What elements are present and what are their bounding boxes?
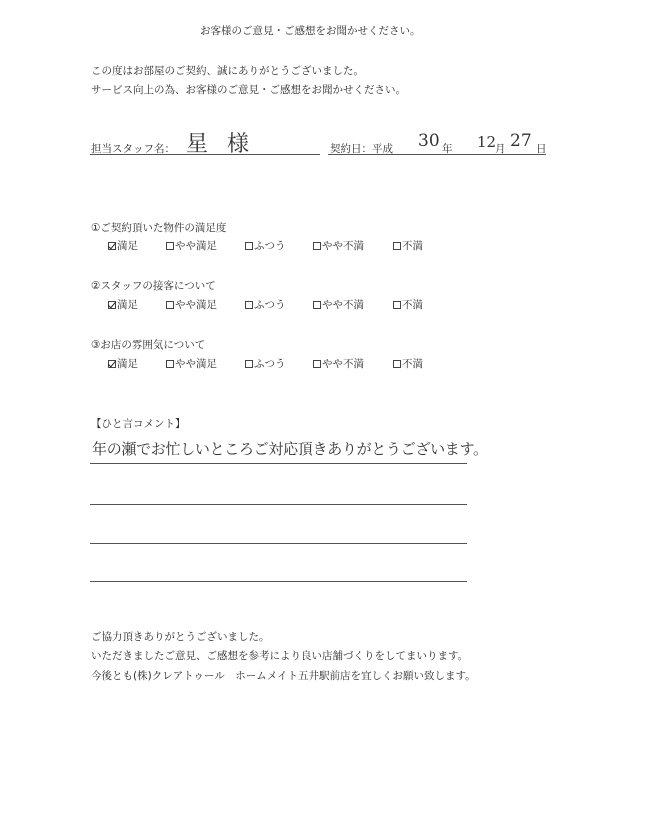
- checkbox-icon: [166, 360, 174, 368]
- intro-line-2: サービス向上の為、お客様のご意見・ご感想をお聞かせください。: [91, 84, 406, 96]
- q3-option-4[interactable]: やや不満: [313, 356, 364, 371]
- q1-option-5[interactable]: 不満: [393, 238, 423, 253]
- contract-month-unit: 月: [495, 143, 506, 155]
- comment-label: 【ひと言コメント】: [91, 418, 186, 430]
- closing-line-3: 今後とも(株)クレアトゥール ホームメイト五井駅前店を宜しくお願い致します。: [91, 670, 476, 682]
- contract-year-handwritten: 30: [418, 131, 440, 151]
- checkbox-icon: [393, 360, 401, 368]
- checkbox-checked-icon: [108, 242, 116, 250]
- q3-option-5[interactable]: 不満: [393, 356, 423, 371]
- question-1-title: ①ご契約頂いた物件の満足度: [91, 222, 227, 234]
- checkbox-icon: [245, 301, 253, 309]
- comment-line-4[interactable]: [90, 581, 467, 582]
- closing-line-1: ご協力頂きありがとうございました。: [91, 631, 270, 643]
- contract-month-handwritten: 12: [477, 133, 497, 151]
- checkbox-icon: [245, 360, 253, 368]
- q2-option-1[interactable]: 満足: [108, 297, 138, 312]
- q2-option-3[interactable]: ふつう: [245, 297, 286, 312]
- checkbox-icon: [166, 301, 174, 309]
- checkbox-icon: [393, 242, 401, 250]
- comment-line-2[interactable]: [90, 504, 467, 505]
- q3-option-2[interactable]: やや満足: [166, 356, 217, 371]
- q1-option-3[interactable]: ふつう: [245, 238, 286, 253]
- checkbox-checked-icon: [108, 301, 116, 309]
- question-2-title: ②スタッフの接客について: [91, 280, 216, 292]
- q1-option-4[interactable]: やや不満: [313, 238, 364, 253]
- contract-day-unit: 日: [536, 143, 547, 155]
- checkbox-icon: [313, 360, 321, 368]
- contract-underline: [328, 154, 546, 155]
- q1-option-2[interactable]: やや満足: [166, 238, 217, 253]
- checkbox-icon: [245, 242, 253, 250]
- comment-handwritten-text: 年の瀬でお忙しいところご対応頂きありがとうございます。: [92, 440, 488, 458]
- page-title: お客様のご意見・ご感想をお聞かせください。: [200, 25, 421, 37]
- intro-line-1: この度はお部屋のご契約、誠にありがとうございました。: [91, 65, 364, 77]
- checkbox-icon: [166, 242, 174, 250]
- q2-option-5[interactable]: 不満: [393, 297, 423, 312]
- checkbox-icon: [313, 301, 321, 309]
- staff-name-handwritten: 星 様: [186, 132, 255, 157]
- q3-option-1[interactable]: 満足: [108, 356, 138, 371]
- q2-option-4[interactable]: やや不満: [313, 297, 364, 312]
- checkbox-icon: [313, 242, 321, 250]
- comment-line-1[interactable]: [90, 463, 467, 464]
- q3-option-3[interactable]: ふつう: [245, 356, 286, 371]
- checkbox-checked-icon: [108, 360, 116, 368]
- checkbox-icon: [393, 301, 401, 309]
- contract-year-unit: 年: [442, 143, 453, 155]
- q1-option-1[interactable]: 満足: [108, 238, 138, 253]
- question-3-title: ③お店の雰囲気について: [91, 339, 206, 351]
- closing-line-2: いただきましたご意見、ご感想を参考により良い店舗づくりをしてまいります。: [91, 650, 469, 662]
- staff-underline: [90, 154, 320, 155]
- staff-label: 担当スタッフ名：: [91, 143, 175, 155]
- comment-line-3[interactable]: [90, 543, 467, 544]
- q2-option-2[interactable]: やや満足: [166, 297, 217, 312]
- contract-day-handwritten: 27: [510, 131, 532, 151]
- contract-date-label: 契約日：平成: [330, 143, 393, 155]
